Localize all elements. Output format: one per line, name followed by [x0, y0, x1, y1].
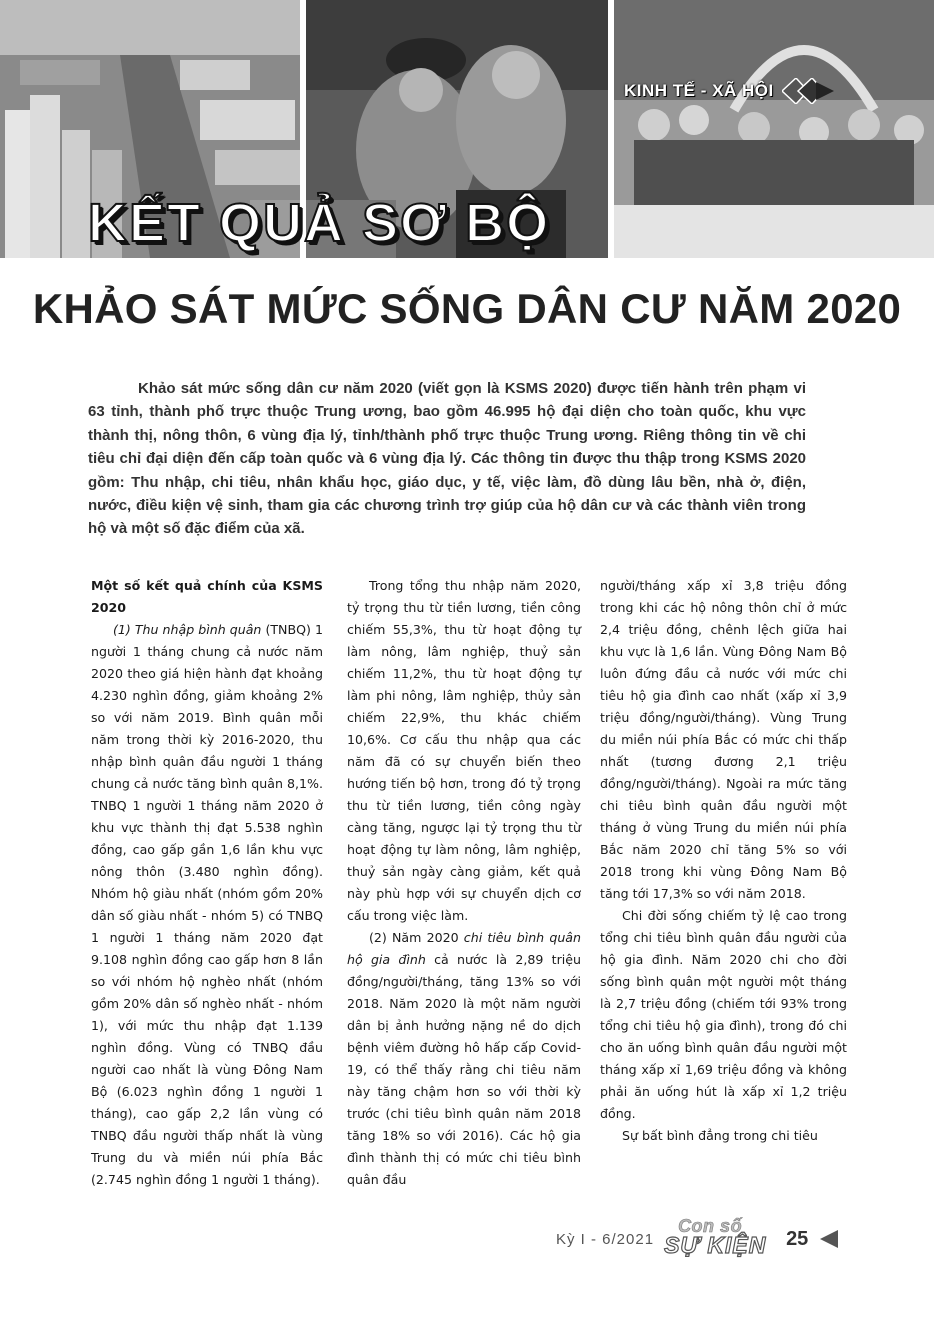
- income-text: (TNBQ) 1 người 1 tháng chung cả nước năm 2020 theo giá hiện hành đạt khoảng 4.230 nghìn đồng, giảm khoảng 2% so với năm 2019. Bình quân mỗi năm trong thời kỳ 2016-2020, thu nhập bình quân đầu người 1 tháng chung cả nước tăng bình quân 8,1%. TNBQ 1 người 1 tháng năm 2020 ở khu vực thành thị đạt 5.538 nghìn đồng, cao gấp gần 1,6 lần khu vực nông thôn (3.480 nghìn đồng). Nhóm hộ giàu nhất (nhóm gồm 20% dân số giàu nhất - nhóm 5) có TNBQ 1 người 1 tháng năm 2020 đạt 9.108 nghìn đồng cao gấp hơn 8 lần so với nhóm hộ nghèo nhất (nhóm gồm 20% dân số nghèo nhất - nhóm 1), với mức thu nhập đạt 1.139 nghìn đồng. Vùng có TNBQ đầu người cao nhất là vùng Đông Nam Bộ (6.023 nghìn đồng 1 người 1 tháng), cao gấp 2,2 lần vùng có TNBQ đầu người thấp nhất là vùng Trung du và miền núi phía Bắc (2.745 nghìn đồng 1 người 1 tháng).: [91, 622, 323, 1187]
- spending-term: chi tiêu bình quân hộ gia đình: [347, 930, 581, 967]
- spending-text: cả nước là 2,89 triệu đồng/người/tháng, tăng 13% so với 2018. Năm 2020 là một năm người dân bị ảnh hưởng nặng nề do dịch bệnh viêm đường hô hấp cấp Covid-19, có thể thấy rằng chi tiêu năm này tăng chậm hơn so với thời kỳ trước (chi tiêu bình quân năm 2018 tăng 18% so với 2016). Các hộ gia đình thành thị có mức chi tiêu bình quân đầu: [347, 952, 581, 1187]
- paragraph-inequality: Sự bất bình đẳng trong chi tiêu: [622, 1128, 818, 1143]
- triangle-left-icon: [818, 1228, 840, 1250]
- section-tag: [624, 78, 838, 104]
- paragraph-living-costs: Chi đời sống chiếm tỷ lệ cao trong tổng chi tiêu bình quân đầu người của hộ gia đình. Năm 2020 chi cho đời sống bình quân một người một tháng là 2,7 triệu đồng (chiếm tới 93% trong tổng chi tiêu hộ gia đình), trong đó chi cho ăn uống bình quân đầu người một tháng xấp xỉ 1,69 triệu đồng và không phải ăn uống hút là xấp xỉ 1,2 triệu đồng.: [600, 908, 847, 1121]
- paragraph-income: [91, 619, 323, 1191]
- page-footer: [556, 1216, 840, 1262]
- section-heading: Một số kết quả chính của KSMS 2020: [91, 578, 323, 615]
- income-term: (1) Thu nhập bình quân: [113, 622, 262, 637]
- paragraph-spending-continued: người/tháng xấp xỉ 3,8 triệu đồng trong khi các hộ nông thôn chỉ ở mức 2,4 triệu đồng, chênh lệch giữa hai khu vực là 1,6 lần. Vùng Đông Nam Bộ luôn đứng đầu cả nước với mức chi tiêu hộ gia đình cao nhất (xấp xỉ 3,9 triệu đồng/người/tháng). Vùng Trung du miền núi phía Bắc có mức chi thấp nhất (tương đương 2,1 triệu đồng/người/tháng). Ngoài ra mức tăng chi tiêu bình quân đầu người một tháng ở vùng Trung du miền núi phía Bắc năm 2020 chỉ tăng 5% so với 2018 trong khi vùng Đông Nam Bộ tăng tới 17,3% so với năm 2018.: [600, 578, 847, 901]
- article-column-3: [600, 575, 847, 1147]
- lead-paragraph: [88, 377, 806, 541]
- logo-top-text: Con số: [678, 1216, 743, 1236]
- photo-crowd-garden: [614, 0, 934, 258]
- page-title: KHẢO SÁT MỨC SỐNG DÂN CƯ NĂM 2020: [32, 285, 902, 332]
- section-tag-label: KINH TẾ - XÃ HỘI: [624, 81, 774, 100]
- article-column-2: [347, 575, 581, 1191]
- spending-prefix: (2) Năm 2020: [369, 930, 464, 945]
- magazine-logo: [664, 1216, 776, 1262]
- issue-label: Kỳ I - 6/2021: [556, 1230, 655, 1248]
- crowd-garden-illustration: [614, 0, 934, 258]
- lead-text: Khảo sát mức sống dân cư năm 2020 (viết gọn là KSMS 2020) được tiến hành trên phạm vi 63 tỉnh, thành phố trực thuộc Trung ương, bao gồm 46.995 hộ đại diện cho toàn quốc, khu vực thành thị, nông thôn, 6 vùng địa lý, tỉnh/thành phố trực thuộc Trung ương. Riêng thông tin về chi tiêu chỉ đại diện đến cấp toàn quốc và 6 vùng địa lý. Các thông tin được thu thập trong KSMS 2020 gồm: Thu nhập, chi tiêu, nhân khẩu học, giáo dục, y tế, việc làm, đồ dùng lâu bền, nhà ở, điện, nước, điều kiện vệ sinh, tham gia các chương trình trợ giúp của hộ dân cư và các thành viên trong hộ và một số đặc điểm của xã.: [88, 380, 806, 538]
- headline-kicker: KẾT QUẢ SƠ BỘ: [88, 193, 551, 253]
- double-chevron-icon: [782, 78, 838, 104]
- logo-bottom-text: SỰ KIỆN: [664, 1232, 767, 1258]
- paragraph-spending: [347, 927, 581, 1191]
- page-number: 25: [786, 1227, 809, 1250]
- paragraph-income-structure: Trong tổng thu nhập năm 2020, tỷ trọng thu từ tiền lương, tiền công chiếm 55,3%, thu từ hoạt động tự làm nông, lâm nghiệp, thuỷ sản chiếm 11,2%, thu từ hoạt động tự làm phi nông, lâm nghiệp, thủy sản chiếm 22,9%, thu khác chiếm 10,6%. Cơ cấu thu nhập qua các năm đã có sự chuyển biến theo hướng tiến bộ hơn, trong đó tỷ trọng thu từ tiền lương, tiền công ngày càng tăng, ngược lại tỷ trọng thu từ hoạt động tự làm nông, lâm nghiệp, thuỷ sản ngày càng giảm, kết quả này phù hợp với sự chuyển dịch cơ cấu trong việc làm.: [347, 578, 581, 923]
- article-column-1: [91, 575, 323, 1191]
